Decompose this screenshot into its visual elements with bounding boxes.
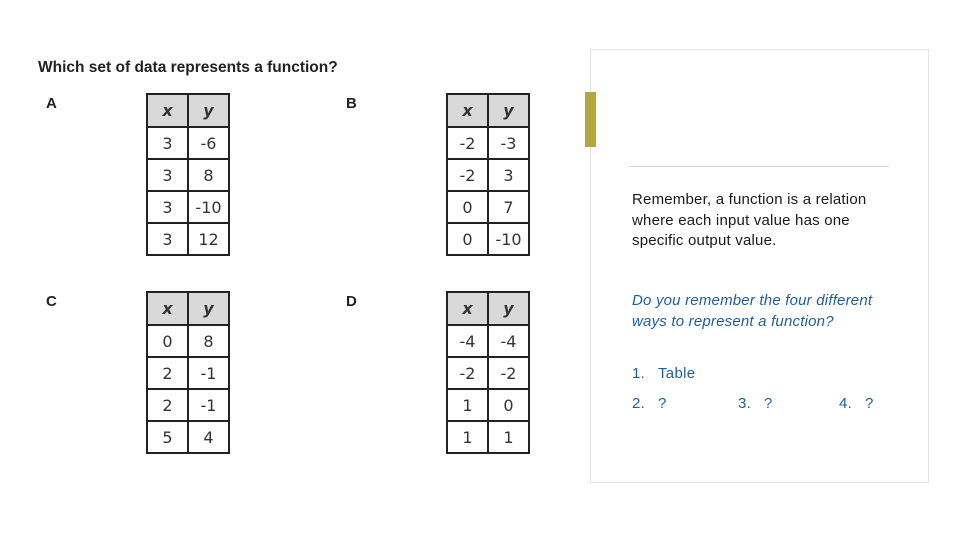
cell-y: -10	[188, 191, 229, 223]
table-b	[446, 93, 530, 256]
column-header-y: y	[488, 292, 529, 325]
cell-y: -1	[188, 389, 229, 421]
list-item-text: ?	[764, 395, 773, 412]
column-header-x: x	[447, 292, 488, 325]
cell-x: -2	[447, 159, 488, 191]
table-row	[447, 127, 529, 159]
cell-x: 1	[447, 421, 488, 453]
column-header-x: x	[147, 292, 188, 325]
table-d	[446, 291, 530, 454]
cell-x: 5	[147, 421, 188, 453]
list-item-text: ?	[658, 395, 667, 412]
table-row	[447, 159, 529, 191]
list-item-number: 4.	[839, 395, 853, 412]
list-item-text: Table	[658, 365, 696, 382]
table-row	[447, 223, 529, 255]
table-row	[447, 421, 529, 453]
cell-y: 4	[188, 421, 229, 453]
cell-y: 3	[488, 159, 529, 191]
list-item	[738, 395, 773, 412]
cell-x: 3	[147, 191, 188, 223]
list-item-number: 1.	[632, 365, 646, 382]
table-row	[147, 357, 229, 389]
table-row	[147, 389, 229, 421]
cell-y: -3	[488, 127, 529, 159]
table-c	[146, 291, 230, 454]
table-row	[447, 389, 529, 421]
cell-x: 0	[147, 325, 188, 357]
cell-x: 3	[147, 127, 188, 159]
table-a	[146, 93, 230, 256]
cell-y: 7	[488, 191, 529, 223]
cell-x: 0	[447, 223, 488, 255]
column-header-y: y	[188, 292, 229, 325]
cell-y: -4	[488, 325, 529, 357]
list-item	[632, 365, 695, 382]
function-definition-note: Remember, a function is a relation where each input value has one specific output value.	[632, 191, 867, 249]
representation-prompt: Do you remember the four different ways to represent a function?	[632, 292, 873, 330]
table-row	[147, 191, 229, 223]
table-header-row	[447, 94, 529, 127]
list-item-text: ?	[865, 395, 874, 412]
table-a-label: A	[46, 95, 57, 112]
cell-x: 3	[147, 159, 188, 191]
cell-y: 0	[488, 389, 529, 421]
table-header-row	[447, 292, 529, 325]
info-panel	[590, 49, 929, 483]
panel-divider	[628, 166, 889, 167]
cell-y: -10	[488, 223, 529, 255]
table-row	[147, 223, 229, 255]
cell-x: 2	[147, 357, 188, 389]
table-d-label: D	[346, 293, 357, 310]
cell-x: 0	[447, 191, 488, 223]
list-item-number: 2.	[632, 395, 646, 412]
cell-x: -4	[447, 325, 488, 357]
table-c-label: C	[46, 293, 57, 310]
table-header-row	[147, 292, 229, 325]
table-row	[147, 421, 229, 453]
cell-x: 1	[447, 389, 488, 421]
cell-x: -2	[447, 357, 488, 389]
table-row	[447, 191, 529, 223]
cell-y: 8	[188, 159, 229, 191]
cell-x: 3	[147, 223, 188, 255]
accent-bar	[585, 92, 596, 147]
table-row	[147, 127, 229, 159]
column-header-x: x	[447, 94, 488, 127]
column-header-x: x	[147, 94, 188, 127]
table-row	[447, 357, 529, 389]
column-header-y: y	[188, 94, 229, 127]
cell-y: -2	[488, 357, 529, 389]
table-row	[147, 325, 229, 357]
table-row	[147, 159, 229, 191]
table-header-row	[147, 94, 229, 127]
cell-y: -1	[188, 357, 229, 389]
cell-y: -6	[188, 127, 229, 159]
cell-x: -2	[447, 127, 488, 159]
list-item-number: 3.	[738, 395, 752, 412]
question-heading: Which set of data represents a function?	[38, 59, 338, 76]
cell-y: 12	[188, 223, 229, 255]
cell-y: 1	[488, 421, 529, 453]
column-header-y: y	[488, 94, 529, 127]
cell-x: 2	[147, 389, 188, 421]
cell-y: 8	[188, 325, 229, 357]
list-item	[632, 395, 667, 412]
table-row	[447, 325, 529, 357]
list-item	[839, 395, 874, 412]
table-b-label: B	[346, 95, 357, 112]
